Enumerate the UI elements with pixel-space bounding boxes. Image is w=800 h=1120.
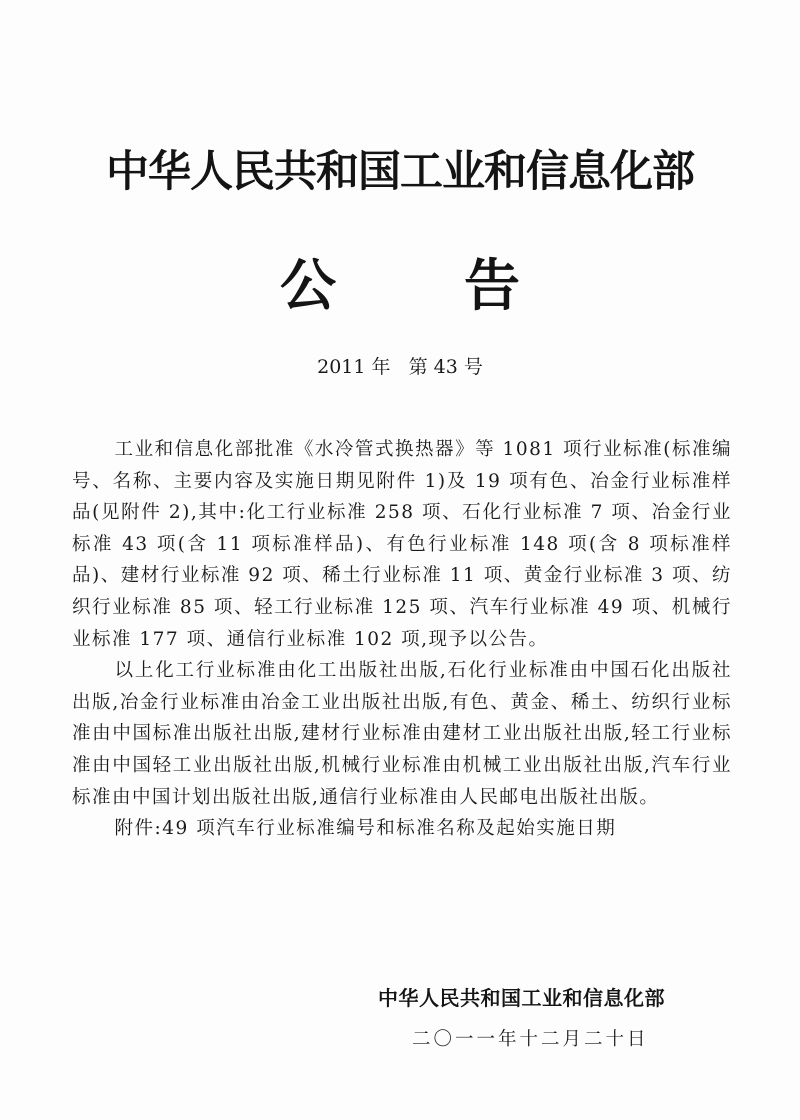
notice-body xyxy=(72,434,732,845)
body-paragraph-approval: 工业和信息化部批准《水冷管式换热器》等 1081 项行业标准(标准编号、名称、主要内容及实施日期见附件 1)及 19 项有色、冶金行业标准样品(见附件 2),其中:化工行业标准 258 项、石化行业标准 7 项、冶金行业标准 43 项(含 11 项标准样品)、有色行业标准 148 项(含 8 项标准样品)、建材行业标准 92 项、稀土行业标准 11 项、黄金行业标准 3 项、纺织行业标准 85 项、轻工行业标准 125 项、汽车行业标准 49 项、机械行业标准 177 项、通信行业标准 102 项,现予以公告。 xyxy=(72,439,732,650)
document-number: 2011 年 第 43 号 xyxy=(317,356,483,378)
signature-organization: 中华人民共和国工业和信息化部 xyxy=(378,986,665,1010)
issuing-organization-title: 中华人民共和国工业和信息化部 xyxy=(106,147,694,197)
signature-date: 二〇一一年十二月二十日 xyxy=(412,1029,649,1050)
notice-title: 公告 xyxy=(280,254,648,319)
body-paragraph-attachment: 附件:49 项汽车行业标准编号和标准名称及起始实施日期 xyxy=(114,818,617,840)
body-paragraph-publishers: 以上化工行业标准由化工出版社出版,石化行业标准由中国石化出版社出版,冶金行业标准由冶金工业出版社出版,有色、黄金、稀土、纺织行业标准由中国标准出版社出版,建材行业标准由建材工业出版社出版,轻工行业标准由中国轻工业出版社出版,机械行业标准由机械工业出版社出版,汽车行业标准由中国计划出版社出版,通信行业标准由人民邮电出版社出版。 xyxy=(72,660,732,808)
signature-block xyxy=(378,982,708,1051)
